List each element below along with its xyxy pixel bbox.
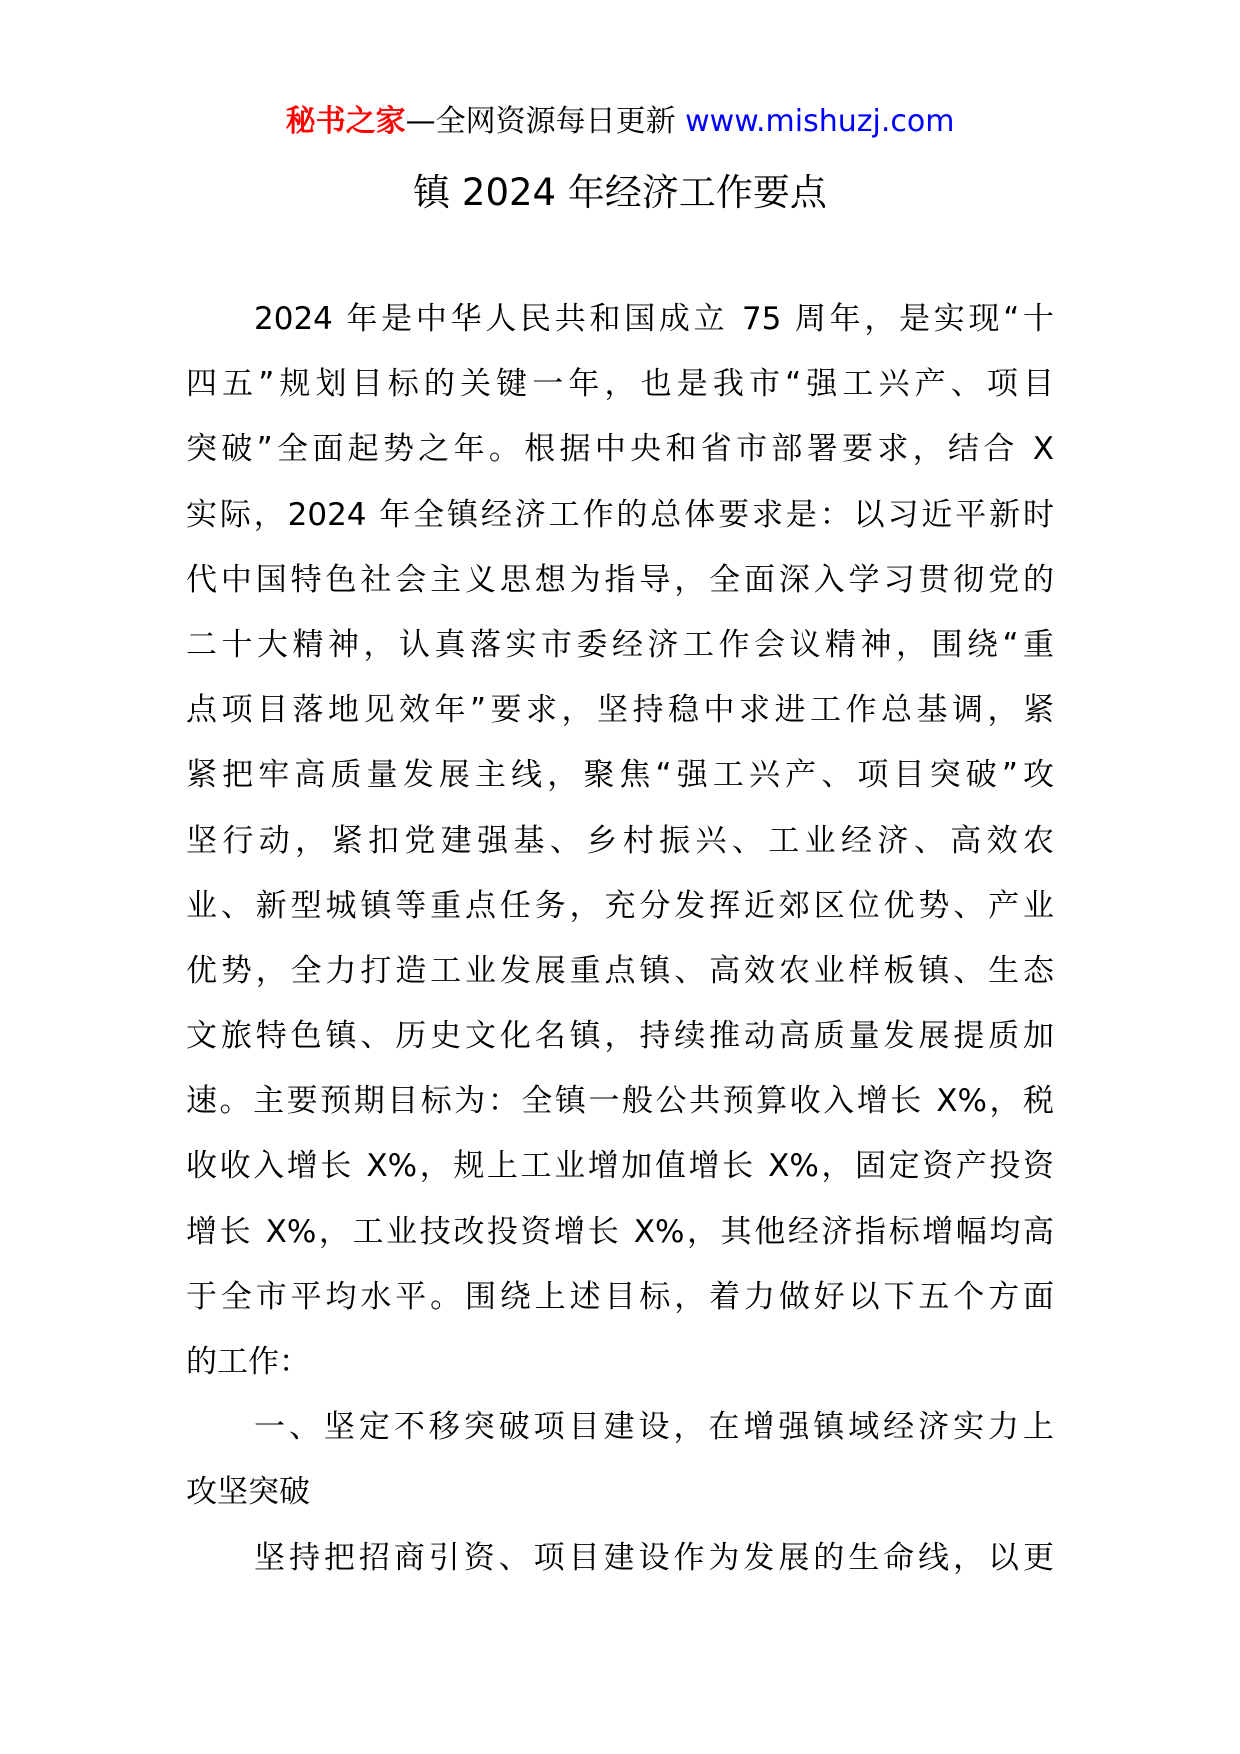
document-body xyxy=(186,296,1054,1600)
body-text-line: 文旅特色镇、历史文化名镇，持续推动高质量发展提质加 xyxy=(186,1018,1054,1055)
body-text-line: 增长 X%，工业技改投资增长 X%，其他经济指标增幅均高 xyxy=(186,1213,1054,1250)
body-text-line: 代中国特色社会主义思想为指导，全面深入学习贯彻党的 xyxy=(186,561,1054,598)
body-text-line: 业、新型城镇等重点任务，充分发挥近郊区位优势、产业 xyxy=(186,887,1054,924)
site-brand: 秘书之家 xyxy=(285,104,406,139)
body-text-line: 收收入增长 X%，规上工业增加值增长 X%，固定资产投资 xyxy=(186,1148,1054,1185)
body-text-line: 的工作： xyxy=(186,1344,310,1380)
body-text-line: 二十大精神，认真落实市委经济工作会议精神，围绕“重 xyxy=(186,626,1054,663)
body-text-line: 实际，2024 年全镇经济工作的总体要求是：以习近平新时 xyxy=(186,496,1054,533)
body-text-line: 速。主要预期目标为：全镇一般公共预算收入增长 X%，税 xyxy=(186,1083,1054,1120)
document-title: 镇 2024 年经济工作要点 xyxy=(413,171,827,214)
body-text-line: 点项目落地见效年”要求，坚持稳中求进工作总基调，紧 xyxy=(186,692,1054,729)
body-text-line: 四五”规划目标的关键一年，也是我市“强工兴产、项目 xyxy=(186,366,1054,403)
body-text-line: 突破”全面起势之年。根据中央和省市部署要求，结合 X xyxy=(186,431,1054,468)
body-text-line: 坚持把招商引资、项目建设作为发展的生命线，以更 xyxy=(254,1539,1054,1576)
body-text-line: 于全市平均水平。围绕上述目标，着力做好以下五个方面 xyxy=(186,1278,1054,1315)
body-text-line: 攻坚突破 xyxy=(186,1474,310,1511)
body-text-line: 紧把牢高质量发展主线，聚焦“强工兴产、项目突破”攻 xyxy=(186,757,1054,794)
site-header xyxy=(0,102,1240,142)
body-text-line: 坚行动，紧扣党建强基、乡村振兴、工业经济、高效农 xyxy=(186,822,1054,859)
site-tagline: —全网资源每日更新 xyxy=(405,104,676,139)
body-text-line: 一、坚定不移突破项目建设，在增强镇域经济实力上 xyxy=(254,1409,1054,1446)
site-url-link[interactable]: www.mishuzj.com xyxy=(685,104,955,139)
body-text-line: 2024 年是中华人民共和国成立 75 周年，是实现“十 xyxy=(254,301,1054,337)
body-text-line: 优势，全力打造工业发展重点镇、高效农业样板镇、生态 xyxy=(186,952,1054,989)
